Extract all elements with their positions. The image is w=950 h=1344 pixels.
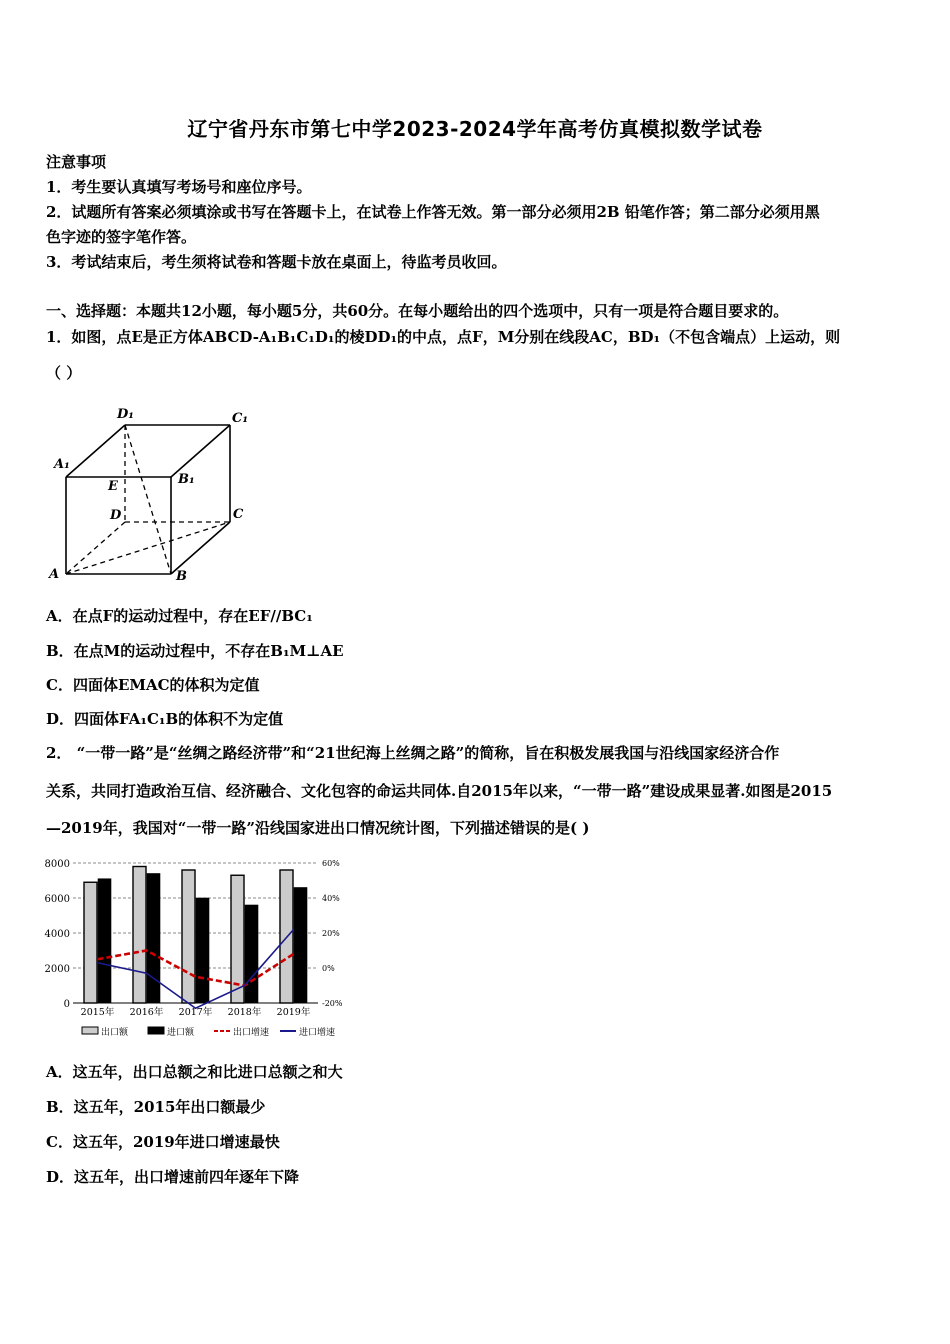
export-bar	[182, 870, 195, 1003]
y-left-tick-label: 4000	[44, 929, 70, 940]
trade-chart	[40, 850, 360, 1050]
y-right-tick-label: 40%	[322, 894, 340, 903]
import-bar	[98, 879, 111, 1003]
q1-option-b: B．在点M的运动过程中，不存在B₁M⊥AE	[46, 642, 344, 660]
q2-stem: 2． “一带一路”是“丝绸之路经济带”和“21世纪海上丝绸之路”的简称，旨在积极发展我国与沿线国家经济合作	[46, 744, 780, 762]
vertex-label: A₁	[54, 457, 70, 472]
export-bar	[84, 882, 97, 1003]
y-left-tick-label: 8000	[44, 859, 70, 870]
q1-option-a: A．在点F的运动过程中，存在EF//BC₁	[46, 607, 313, 625]
legend-label: 出口额	[101, 1028, 129, 1038]
page-title: 辽宁省丹东市第七中学2023-2024学年高考仿真模拟数学试卷	[187, 117, 763, 141]
section-heading: 一、选择题：本题共12小题，每小题5分，共60分。在每小题给出的四个选项中，只有一项是符合题目要求的。	[46, 302, 789, 320]
q1-option-d: D．四面体FA₁C₁B的体积不为定值	[46, 710, 284, 728]
vertex-label: D	[110, 508, 122, 523]
y-left-tick-label: 6000	[44, 894, 70, 905]
notice-heading: 注意事项	[46, 153, 107, 171]
vertex-label: E	[108, 479, 118, 494]
notice-item: 色字迹的签字笔作答。	[46, 228, 197, 246]
legend-swatch	[82, 1027, 98, 1034]
y-right-tick-label: 0%	[322, 964, 335, 973]
vertex-label: C₁	[232, 411, 249, 426]
vertex-label: C	[233, 507, 244, 522]
notice-item: 2．试题所有答案必须填涂或书写在答题卡上，在试卷上作答无效。第一部分必须用2B 铅笔作答；第二部分必须用黑	[46, 203, 820, 221]
legend-label: 进口增速	[299, 1028, 336, 1038]
q2-option-b: B．这五年，2015年出口额最少	[46, 1098, 266, 1116]
q1-option-c: C．四面体EMAC的体积为定值	[46, 676, 260, 694]
vertex-label: D₁	[117, 407, 134, 422]
y-right-tick-label: 20%	[322, 929, 340, 938]
import-bar	[294, 888, 307, 1004]
q1-stem: 1．如图，点E是正方体ABCD-A₁B₁C₁D₁的棱DD₁的中点，点F，M分别在线段AC，BD₁（不包含端点）上运动，则	[46, 328, 841, 346]
legend-label: 出口增速	[233, 1028, 270, 1038]
import-bar	[147, 874, 160, 1004]
notice-item: 3．考试结束后，考生须将试卷和答题卡放在桌面上，待监考员收回。	[46, 253, 507, 271]
legend-label: 进口额	[167, 1028, 195, 1038]
q2-stem: —2019年，我国对“一带一路”沿线国家进出口情况统计图，下列描述错误的是( )	[46, 819, 590, 837]
cube-figure	[40, 400, 260, 590]
x-tick-label: 2018年	[227, 1007, 262, 1018]
x-tick-label: 2019年	[276, 1007, 311, 1018]
import-bar	[196, 898, 209, 1003]
x-tick-label: 2015年	[80, 1007, 115, 1018]
q2-option-a: A．这五年，出口总额之和比进口总额之和大	[46, 1063, 343, 1081]
vertex-label: B₁	[178, 472, 195, 487]
y-right-tick-label: 60%	[322, 859, 340, 868]
q1-stem-answer-blank: （ ）	[46, 364, 82, 382]
q2-option-c: C．这五年，2019年进口增速最快	[46, 1133, 280, 1151]
x-tick-label: 2016年	[129, 1007, 164, 1018]
x-tick-label: 2017年	[178, 1007, 213, 1018]
vertex-label: A	[49, 567, 60, 582]
import-bar	[245, 905, 258, 1003]
y-left-tick-label: 2000	[44, 964, 70, 975]
notice-item: 1．考生要认真填写考场号和座位序号。	[46, 178, 312, 196]
y-left-tick-label: 0	[63, 999, 70, 1010]
vertex-label: B	[176, 569, 187, 584]
legend-swatch	[148, 1027, 164, 1034]
q2-option-d: D．这五年，出口增速前四年逐年下降	[46, 1168, 300, 1186]
export-bar	[133, 867, 146, 1004]
y-right-tick-label: -20%	[322, 999, 343, 1008]
q2-stem: 关系，共同打造政治互信、经济融合、文化包容的命运共同体.自2015年以来，“一带一路”建设成果显著.如图是2015	[46, 782, 833, 800]
